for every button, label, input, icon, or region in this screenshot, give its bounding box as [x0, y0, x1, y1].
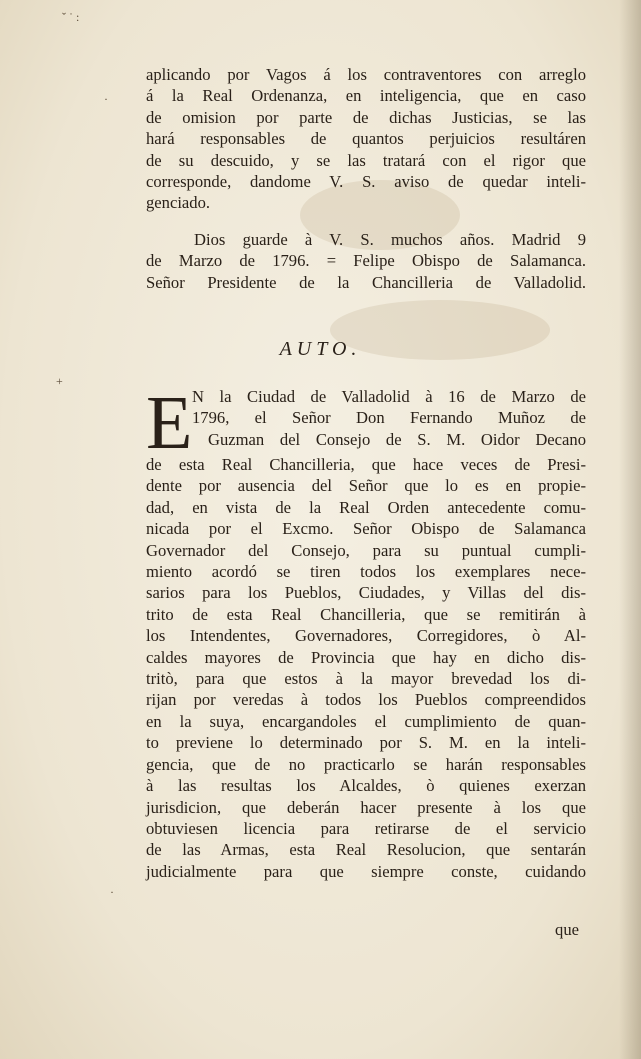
text-line: genciado.	[146, 193, 211, 213]
text-line: Governador del Consejo, para su puntual cumpli-	[146, 540, 586, 560]
closing-line: de Marzo de 1796. = Felipe Obispo de Salamanca.	[146, 251, 586, 271]
text-line: de las Armas, esta Real Resolucion, que sentarán	[146, 840, 586, 860]
text-line: en la suya, encargandoles el cumplimiento de quan-	[146, 711, 586, 731]
text-line: aplicando por Vagos á los contraventores con arreglo	[146, 65, 586, 84]
ink-speck: ·	[110, 885, 114, 899]
closing-line: Dios guarde à V. S. muchos años. Madrid 9	[194, 230, 586, 249]
closing-line: Señor Presidente de la Chancilleria de Valladolid.	[146, 272, 586, 292]
text-line: Guzman del Consejo de S. M. Oidor Decano	[208, 430, 586, 449]
text-line: à las resultas los Alcaldes, ò quienes exerzan	[146, 776, 586, 796]
text-line: rijan por veredas à todos los Pueblos compreendidos	[146, 690, 586, 710]
text-line: miento acordó se tiren todos los exemplares nece-	[146, 562, 586, 582]
drop-cap: E	[146, 381, 193, 465]
section-title: AUTO.	[279, 338, 362, 360]
ink-speck: ·	[104, 92, 108, 106]
text-line: nicada por el Excmo. Señor Obispo de Salamanca	[146, 519, 586, 539]
text-line: gencia, que de no practicarlo se harán responsables	[146, 754, 586, 774]
text-line: dad, en vista de la Real Orden antecedente comu-	[146, 497, 586, 517]
text-line: á la Real Ordenanza, en inteligencia, que en caso	[146, 86, 586, 106]
text-line: de esta Real Chancilleria, que hace veces de Presi-	[146, 455, 586, 474]
text-line: 1796, el Señor Don Fernando Muñoz de	[192, 408, 586, 428]
text-line: dente por ausencia del Señor que lo es en propie-	[146, 476, 586, 496]
text-line: corresponde, dandome V. S. aviso de quedar inteli-	[146, 172, 586, 192]
catchword: que	[555, 920, 579, 939]
text-line: caldes mayores de Provincia que hay en dicho dis-	[146, 647, 586, 667]
page-edge-shadow	[619, 0, 641, 1059]
text-line: de omision por parte de dichas Justicias, se las	[146, 107, 586, 127]
text-line: hará responsables de quantos perjuicios resultáren	[146, 129, 586, 149]
top-paragraph	[146, 64, 586, 214]
text-line: obtuviesen licencia para retirarse de el servicio	[146, 818, 586, 838]
text-line: sarios para los Pueblos, Ciudades, y Villas del dis-	[146, 583, 586, 603]
auto-paragraph-head	[192, 386, 586, 429]
text-line: to previene lo determinado por S. M. en la inteli-	[146, 733, 586, 753]
auto-paragraph-indented	[208, 429, 586, 450]
auto-paragraph-body	[146, 454, 586, 882]
ink-speck: +	[56, 374, 63, 388]
ink-speck: ˇ ˙ :	[62, 10, 80, 24]
text-line: de su descuido, y se las tratará con el rigor que	[146, 150, 586, 170]
text-line: jurisdicion, que deberán hacer presente à los que	[146, 797, 586, 817]
text-line: trito de esta Real Chancilleria, que se remitirán à	[146, 604, 586, 624]
closing-block	[146, 229, 586, 293]
text-line: judicialmente para que siempre conste, cuidando	[146, 861, 586, 881]
text-line: N la Ciudad de Valladolid à 16 de Marzo de	[192, 387, 586, 406]
text-line: los Intendentes, Governadores, Corregidores, ò Al-	[146, 626, 586, 646]
text-line: tritò, para que estos à la mayor brevedad los di-	[146, 669, 586, 689]
